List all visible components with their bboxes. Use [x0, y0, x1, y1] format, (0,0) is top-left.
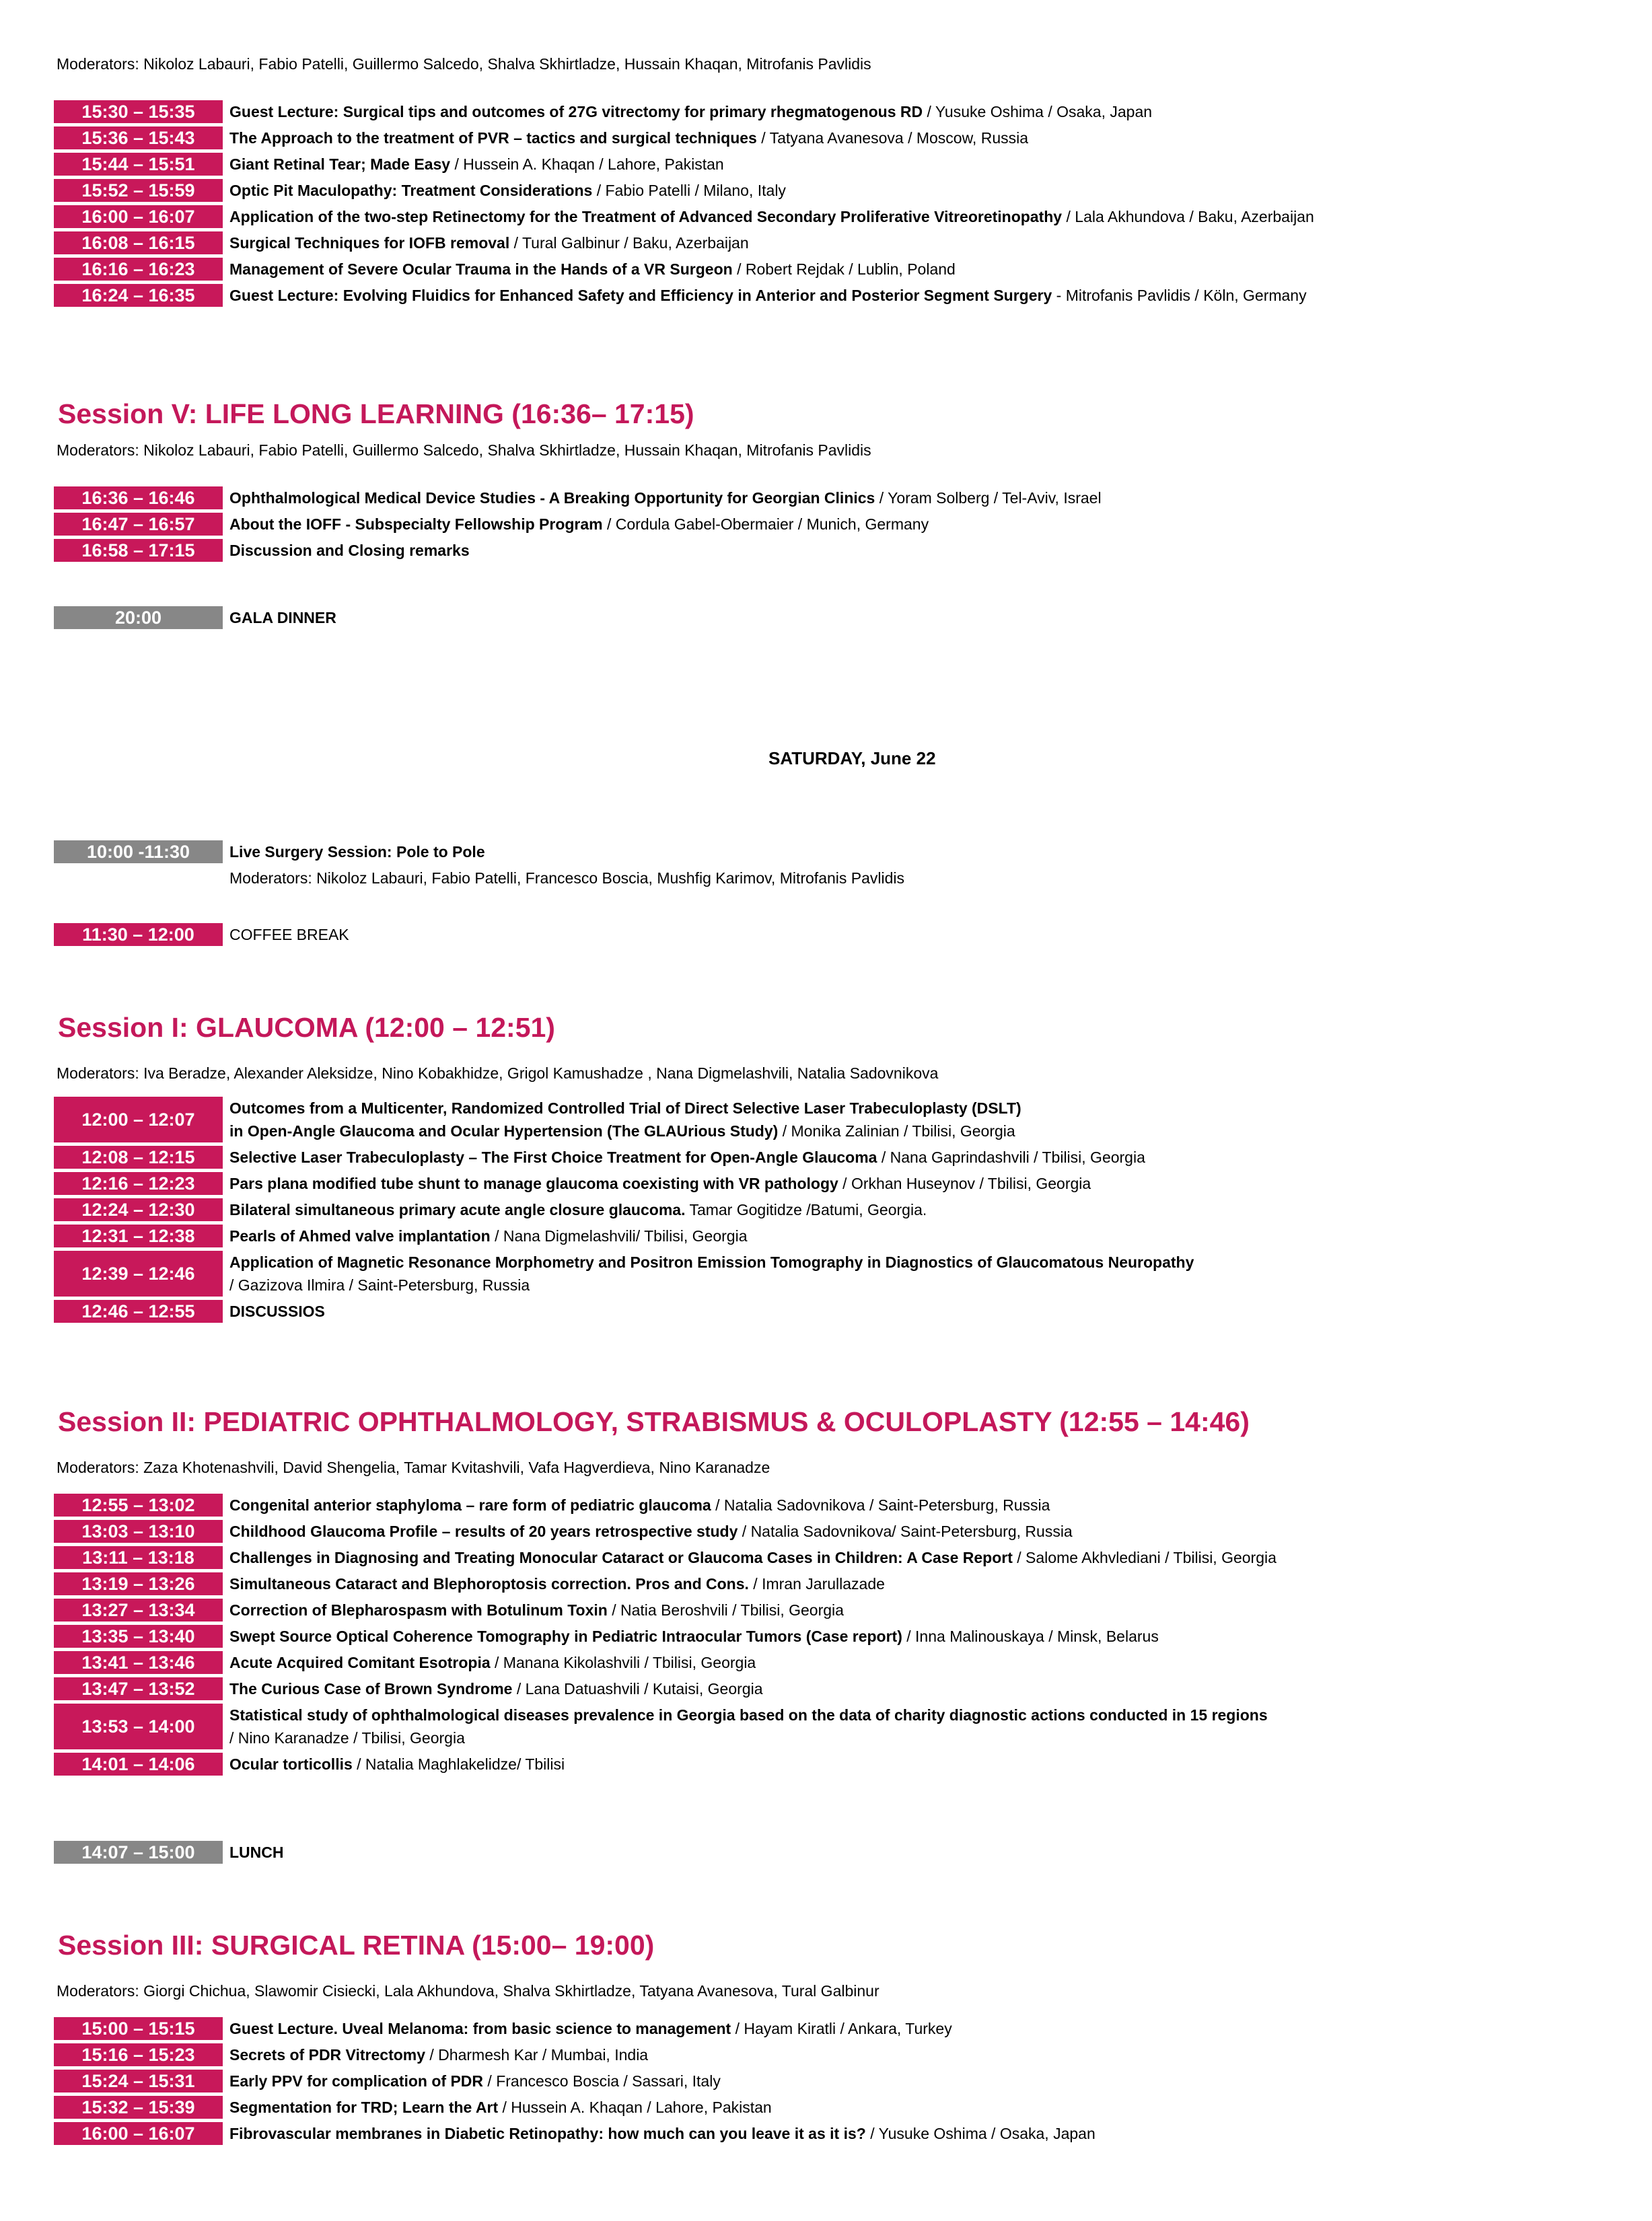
talk-title: Congenital anterior staphyloma – rare form of pediatric glaucoma — [229, 1496, 711, 1514]
talk-title: Guest Lecture: Surgical tips and outcomes of 27G vitrectomy for primary rhegmatogenous RD — [229, 103, 923, 120]
talk-title: Giant Retinal Tear; Made Easy — [229, 155, 451, 173]
talk-speaker: / Fabio Patelli / Milano, Italy — [592, 182, 786, 199]
schedule-row — [54, 2122, 1602, 2145]
talk-entry — [229, 1198, 927, 1221]
talk-title: Live Surgery Session: Pole to Pole — [229, 843, 485, 861]
talk-title: Fibrovascular membranes in Diabetic Retinopathy: how much can you leave it as it is? — [229, 2125, 866, 2142]
schedule-row — [54, 1704, 1602, 1749]
talk-speaker: Tamar Gogitidze /Batumi, Georgia. — [685, 1201, 927, 1218]
schedule-row — [54, 1520, 1602, 1543]
talk-speaker: / Hussein A. Khaqan / Lahore, Pakistan — [498, 2099, 772, 2116]
talk-details-line — [229, 1726, 1268, 1749]
schedule-row — [54, 258, 1602, 281]
talk-title: COFFEE BREAK — [229, 926, 349, 943]
talk-speaker: / Hayam Kiratli / Ankara, Turkey — [731, 2020, 952, 2037]
session-title: Session III: SURGICAL RETINA (15:00– 19:00) — [58, 1930, 655, 1961]
talk-title: Pars plana modified tube shunt to manage glaucoma coexisting with VR pathology — [229, 1175, 838, 1192]
talk-entry — [229, 1572, 885, 1595]
talk-entry — [229, 231, 749, 254]
session-title: Session V: LIFE LONG LEARNING (16:36– 17:15) — [58, 398, 694, 429]
talk-speaker: / Manana Kikolashvili / Tbilisi, Georgia — [490, 1654, 756, 1671]
time-slot: 16:08 – 16:15 — [54, 231, 223, 254]
talk-entry — [229, 1625, 1159, 1648]
talk-speaker: / Nana Gaprindashvili / Tbilisi, Georgia — [877, 1149, 1145, 1166]
talk-entry — [229, 2070, 721, 2092]
time-slot: 12:00 – 12:07 — [54, 1097, 223, 1142]
talk-speaker: / Natalia Sadovnikova / Saint-Petersburg, Russia — [711, 1496, 1050, 1514]
time-slot: 13:41 – 13:46 — [54, 1651, 223, 1674]
time-slot: 13:47 – 13:52 — [54, 1677, 223, 1700]
talk-title: Guest Lecture. Uveal Melanoma: from basic science to management — [229, 2020, 731, 2037]
talk-speaker: / Cordula Gabel-Obermaier / Munich, Germany — [602, 515, 929, 533]
talk-entry — [229, 1546, 1277, 1569]
talk-title: The Curious Case of Brown Syndrome — [229, 1680, 513, 1698]
talk-title: Challenges in Diagnosing and Treating Monocular Cataract or Glaucoma Cases in Children: A Case Report — [229, 1549, 1013, 1566]
talk-entry — [229, 1599, 844, 1622]
time-slot: 15:36 – 15:43 — [54, 126, 223, 149]
talk-title: Simultaneous Cataract and Blephoroptosis correction. Pros and Cons. — [229, 1575, 749, 1593]
schedule-block — [54, 486, 1602, 565]
schedule-row — [54, 179, 1602, 202]
time-slot: 20:00 — [54, 606, 223, 629]
time-slot: 12:55 – 13:02 — [54, 1494, 223, 1517]
moderators-line: Moderators: Nikoloz Labauri, Fabio Patelli, Guillermo Salcedo, Shalva Skhirtladze, Hussain Khaqan, Mitrofanis Pavlidis — [57, 441, 871, 459]
coffee-block — [54, 923, 1602, 949]
talk-entry — [229, 1704, 1268, 1749]
talk-entry — [229, 1520, 1073, 1543]
talk-title: About the IOFF - Subspecialty Fellowship Program — [229, 515, 603, 533]
talk-entry — [229, 1097, 1021, 1142]
talk-speaker: / Natalia Maghlakelidze/ Tbilisi — [352, 1755, 565, 1773]
talk-entry — [229, 1251, 1194, 1297]
talk-title: Early PPV for complication of PDR — [229, 2072, 484, 2090]
schedule-block — [54, 1097, 1602, 1326]
talk-entry — [229, 1172, 1091, 1195]
time-slot: 13:27 – 13:34 — [54, 1599, 223, 1622]
schedule-row — [54, 1841, 1602, 1864]
talk-entry — [229, 1225, 747, 1247]
talk-speaker: / Imran Jarullazade — [748, 1575, 885, 1593]
schedule-row — [54, 1677, 1602, 1700]
talk-title: Outcomes from a Multicenter, Randomized Controlled Trial of Direct Selective Laser Trabeculoplasty (DSLT) — [229, 1099, 1021, 1117]
schedule-row — [54, 840, 1602, 863]
talk-speaker: / Hussein A. Khaqan / Lahore, Pakistan — [450, 155, 724, 173]
talk-speaker: / Robert Rejdak / Lublin, Poland — [732, 260, 956, 278]
talk-entry — [229, 126, 1028, 149]
schedule-row — [54, 923, 1602, 946]
talk-entry — [229, 513, 929, 536]
time-slot: 10:00 -11:30 — [54, 840, 223, 863]
schedule-row — [54, 205, 1602, 228]
schedule-row — [54, 153, 1602, 176]
schedule-row — [54, 513, 1602, 536]
talk-title: The Approach to the treatment of PVR – tactics and surgical techniques — [229, 129, 757, 147]
time-slot: 13:03 – 13:10 — [54, 1520, 223, 1543]
time-slot: 16:16 – 16:23 — [54, 258, 223, 281]
schedule-row — [54, 2017, 1602, 2040]
schedule-block — [54, 100, 1602, 310]
schedule-row — [54, 1251, 1602, 1297]
time-slot: 15:52 – 15:59 — [54, 179, 223, 202]
talk-entry — [229, 1146, 1145, 1169]
talk-entry — [229, 2017, 952, 2040]
schedule-row — [54, 2070, 1602, 2092]
talk-entry — [229, 2043, 648, 2066]
schedule-block — [54, 1494, 1602, 1779]
talk-title-cont: in Open-Angle Glaucoma and Ocular Hypertension (The GLAUrious Study) — [229, 1122, 779, 1140]
talk-title-line — [229, 1097, 1021, 1120]
talk-details-line — [229, 1274, 1194, 1297]
time-slot: 15:30 – 15:35 — [54, 100, 223, 123]
schedule-row — [54, 1753, 1602, 1776]
talk-title-line — [229, 1704, 1268, 1726]
schedule-row — [54, 1625, 1602, 1648]
talk-entry — [229, 205, 1314, 228]
time-slot: 16:24 – 16:35 — [54, 284, 223, 307]
schedule-row — [54, 284, 1602, 307]
time-slot: 12:46 – 12:55 — [54, 1300, 223, 1323]
time-slot: 12:08 – 12:15 — [54, 1146, 223, 1169]
lunch-block — [54, 1841, 1602, 1867]
schedule-row — [54, 231, 1602, 254]
talk-title: Statistical study of ophthalmological diseases prevalence in Georgia based on the data of charity diagnostic actions conducted in 15 regions — [229, 1706, 1268, 1724]
schedule-row — [54, 1172, 1602, 1195]
schedule-row — [54, 1572, 1602, 1595]
schedule-row — [54, 2096, 1602, 2119]
talk-entry — [229, 1494, 1050, 1517]
moderators-line: Moderators: Zaza Khotenashvili, David Shengelia, Tamar Kvitashvili, Vafa Hagverdieva, Nino Karanadze — [57, 1459, 770, 1476]
talk-speaker: / Tural Galbinur / Baku, Azerbaijan — [509, 234, 749, 252]
talk-speaker: / Inna Malinouskaya / Minsk, Belarus — [902, 1628, 1159, 1645]
schedule-row — [54, 1300, 1602, 1323]
talk-title: Bilateral simultaneous primary acute angle closure glaucoma. — [229, 1201, 686, 1218]
talk-speaker: / Francesco Boscia / Sassari, Italy — [483, 2072, 721, 2090]
talk-title: Ophthalmological Medical Device Studies - A Breaking Opportunity for Georgian Clinics — [229, 489, 875, 507]
talk-speaker: / Natalia Sadovnikova/ Saint-Petersburg, Russia — [738, 1523, 1073, 1540]
talk-title: Surgical Techniques for IOFB removal — [229, 234, 510, 252]
talk-title: Pearls of Ahmed valve implantation — [229, 1227, 491, 1245]
live-surgery-block — [54, 840, 1602, 867]
talk-speaker: / Yusuke Oshima / Osaka, Japan — [923, 103, 1153, 120]
talk-speaker: / Monika Zalinian / Tbilisi, Georgia — [778, 1122, 1015, 1140]
time-slot: 15:16 – 15:23 — [54, 2043, 223, 2066]
schedule-row — [54, 2043, 1602, 2066]
talk-entry — [229, 153, 724, 176]
moderators-line: Moderators: Iva Beradze, Alexander Aleksidze, Nino Kobakhidze, Grigol Kamushadze , Nana Digmelashvili, Natalia Sadovnikova — [57, 1064, 939, 1082]
schedule-row — [54, 1225, 1602, 1247]
talk-title: Selective Laser Trabeculoplasty – The First Choice Treatment for Open-Angle Glaucoma — [229, 1149, 877, 1166]
talk-entry — [229, 486, 1102, 509]
talk-speaker: / Nana Digmelashvili/ Tbilisi, Georgia — [490, 1227, 748, 1245]
schedule-block — [54, 2017, 1602, 2148]
talk-entry — [229, 179, 786, 202]
talk-title: Swept Source Optical Coherence Tomography in Pediatric Intraocular Tumors (Case report) — [229, 1628, 902, 1645]
talk-entry — [229, 539, 470, 562]
schedule-row — [54, 1494, 1602, 1517]
time-slot: 12:39 – 12:46 — [54, 1251, 223, 1297]
time-slot: 12:24 – 12:30 — [54, 1198, 223, 1221]
talk-speaker: / Salome Akhvlediani / Tbilisi, Georgia — [1012, 1549, 1277, 1566]
talk-details-line — [229, 1120, 1021, 1142]
schedule-row — [54, 606, 1602, 629]
schedule-row — [54, 539, 1602, 562]
time-slot: 14:01 – 14:06 — [54, 1753, 223, 1776]
talk-title: Secrets of PDR Vitrectomy — [229, 2046, 426, 2064]
talk-title: GALA DINNER — [229, 609, 336, 626]
talk-title: Guest Lecture: Evolving Fluidics for Enhanced Safety and Efficiency in Anterior and Posterior Segment Surgery — [229, 287, 1052, 304]
session-title: Session I: GLAUCOMA (12:00 – 12:51) — [58, 1012, 555, 1043]
time-slot: 13:19 – 13:26 — [54, 1572, 223, 1595]
schedule-row — [54, 1198, 1602, 1221]
schedule-row — [54, 1097, 1602, 1142]
talk-entry — [229, 2122, 1096, 2145]
talk-speaker: / Tatyana Avanesova / Moscow, Russia — [756, 129, 1029, 147]
moderators-line: Moderators: Giorgi Chichua, Slawomir Cisiecki, Lala Akhundova, Shalva Skhirtladze, Tatyana Avanesova, Tural Galbinur — [57, 1982, 879, 2000]
talk-entry — [229, 284, 1307, 307]
session-title: Session II: PEDIATRIC OPHTHALMOLOGY, STRABISMUS & OCULOPLASTY (12:55 – 14:46) — [58, 1406, 1250, 1437]
schedule-row — [54, 1599, 1602, 1622]
talk-speaker: / Lala Akhundova / Baku, Azerbaijan — [1062, 208, 1314, 225]
talk-title: Optic Pit Maculopathy: Treatment Considerations — [229, 182, 593, 199]
talk-title: LUNCH — [229, 1844, 284, 1861]
moderators-line: Moderators: Nikoloz Labauri, Fabio Patelli, Francesco Boscia, Mushfig Karimov, Mitrofanis Pavlidis — [229, 869, 905, 887]
time-slot: 16:00 – 16:07 — [54, 2122, 223, 2145]
time-slot: 15:00 – 15:15 — [54, 2017, 223, 2040]
time-slot: 12:16 – 12:23 — [54, 1172, 223, 1195]
schedule-row — [54, 100, 1602, 123]
talk-entry — [229, 1651, 756, 1674]
talk-title: Application of Magnetic Resonance Morphometry and Positron Emission Tomography in Diagnostics of Glaucomatous Neuropathy — [229, 1253, 1194, 1271]
talk-title: DISCUSSIOS — [229, 1303, 325, 1320]
talk-title: Acute Acquired Comitant Esotropia — [229, 1654, 491, 1671]
time-slot: 14:07 – 15:00 — [54, 1841, 223, 1864]
talk-speaker: / Lana Datuashvili / Kutaisi, Georgia — [512, 1680, 763, 1698]
talk-title-line — [229, 1251, 1194, 1274]
schedule-row — [54, 486, 1602, 509]
time-slot: 13:11 – 13:18 — [54, 1546, 223, 1569]
talk-speaker: / Gazizova Ilmira / Saint-Petersburg, Russia — [229, 1276, 530, 1294]
talk-speaker: / Dharmesh Kar / Mumbai, India — [425, 2046, 649, 2064]
time-slot: 15:44 – 15:51 — [54, 153, 223, 176]
time-slot: 16:58 – 17:15 — [54, 539, 223, 562]
talk-speaker: - Mitrofanis Pavlidis / Köln, Germany — [1052, 287, 1307, 304]
day-heading: SATURDAY, June 22 — [768, 748, 936, 768]
talk-entry — [229, 2096, 772, 2119]
time-slot: 12:31 – 12:38 — [54, 1225, 223, 1247]
talk-entry — [229, 258, 956, 281]
talk-title: Discussion and Closing remarks — [229, 542, 470, 559]
talk-entry — [229, 100, 1152, 123]
schedule-row — [54, 1651, 1602, 1674]
time-slot: 11:30 – 12:00 — [54, 923, 223, 946]
time-slot: 16:00 – 16:07 — [54, 205, 223, 228]
moderators-line: Moderators: Nikoloz Labauri, Fabio Patelli, Guillermo Salcedo, Shalva Skhirtladze, Hussain Khaqan, Mitrofanis Pavlidis — [57, 55, 871, 73]
talk-title: Correction of Blepharospasm with Botulinum Toxin — [229, 1601, 608, 1619]
talk-speaker: / Natia Beroshvili / Tbilisi, Georgia — [607, 1601, 844, 1619]
time-slot: 13:53 – 14:00 — [54, 1704, 223, 1749]
schedule-row — [54, 1146, 1602, 1169]
time-slot: 16:36 – 16:46 — [54, 486, 223, 509]
talk-entry — [229, 1677, 763, 1700]
time-slot: 16:47 – 16:57 — [54, 513, 223, 536]
talk-entry — [229, 1300, 325, 1323]
talk-title: Childhood Glaucoma Profile – results of 20 years retrospective study — [229, 1523, 738, 1540]
talk-speaker: / Yoram Solberg / Tel-Aviv, Israel — [875, 489, 1102, 507]
time-slot: 15:24 – 15:31 — [54, 2070, 223, 2092]
schedule-row — [54, 1546, 1602, 1569]
talk-speaker: / Nino Karanadze / Tbilisi, Georgia — [229, 1729, 465, 1747]
time-slot: 15:32 – 15:39 — [54, 2096, 223, 2119]
talk-title: Segmentation for TRD; Learn the Art — [229, 2099, 499, 2116]
talk-title: Ocular torticollis — [229, 1755, 353, 1773]
talk-title: Application of the two-step Retinectomy for the Treatment of Advanced Secondary Proliferative Vitreoretinopathy — [229, 208, 1063, 225]
talk-title: Management of Severe Ocular Trauma in the Hands of a VR Surgeon — [229, 260, 733, 278]
talk-speaker: / Yusuke Oshima / Osaka, Japan — [865, 2125, 1096, 2142]
schedule-row — [54, 126, 1602, 149]
talk-speaker: / Orkhan Huseynov / Tbilisi, Georgia — [838, 1175, 1091, 1192]
time-slot: 13:35 – 13:40 — [54, 1625, 223, 1648]
gala-block — [54, 606, 1602, 632]
talk-entry — [229, 1753, 565, 1776]
